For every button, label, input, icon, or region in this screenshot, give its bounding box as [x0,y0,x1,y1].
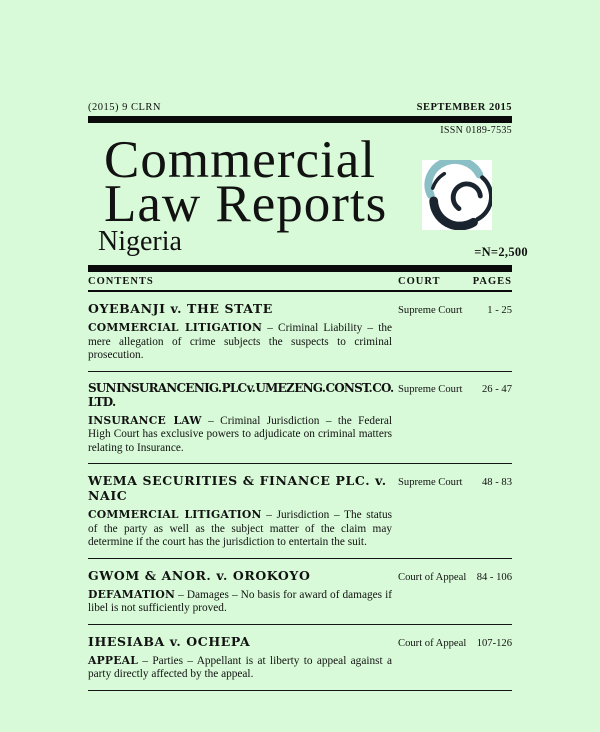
case-court: Supreme Court [398,305,463,316]
case-topic: DEFAMATION [88,587,176,601]
case-topic: COMMERCIAL LITIGATION [88,508,262,521]
case-summary-text: – Criminal Liability – the mere allegation of crime subjects the suspects to criminal prosecution. [88,322,392,361]
volume-citation: (2015) 9 CLRN [88,102,161,113]
case-summary-text: – Jurisdiction – The status of the party as well as the subject matter of the claim may determine if the court has the jurisdiction to entertain the suit. [88,509,392,548]
case-topic: INSURANCE LAW [88,413,202,427]
cover-price: =N=2,500 [474,245,528,259]
case-title: OYEBANJI v. THE STATE [88,301,273,316]
journal-title-line3: Nigeria [98,226,182,257]
case-court: Court of Appeal [398,637,467,649]
case-topic: APPEAL [88,653,139,667]
contents-entry [88,625,512,691]
journal-title-line2: Law Reports [104,175,388,233]
contents-entry [88,372,512,465]
journal-title-line1: Commercial [104,131,376,189]
case-title: IHESIABA v. OCHEPA [88,633,251,649]
case-pages: 26 - 47 [481,383,512,395]
contents-list [88,292,512,691]
top-rule [88,116,512,123]
masthead-rule [88,265,512,272]
case-summary [88,588,392,616]
case-court: Supreme Court [398,477,463,488]
contents-entry [88,559,512,625]
case-summary [88,414,392,456]
case-summary-text: – Criminal Jurisdiction – the Federal High Court has exclusive powers to adjudicate on criminal matters relating to Insurance. [88,414,393,454]
case-pages: 84 - 106 [476,571,512,583]
case-summary-text: – Damages – No basis for award of damages if libel is not sufficiently proved. [88,588,392,614]
case-court: Court of Appeal [398,571,467,583]
clrn-swirl-logo-icon [422,160,492,230]
case-summary-text: – Parties – Appellant is at liberty to appeal against a party directly affected by the appeal. [88,654,392,680]
case-summary [88,654,392,682]
top-citation-row [88,102,512,113]
issue-date: SEPTEMBER 2015 [416,102,512,113]
contents-entry [88,292,512,372]
column-header-contents: CONTENTS [88,276,154,287]
case-title: WEMA SECURITIES & FINANCE PLC. v. NAIC [88,473,387,503]
case-topic: COMMERCIAL LITIGATION [88,321,263,334]
column-header-pages: PAGES [472,276,512,287]
case-title: GWOM & ANOR. v. OROKOYO [88,567,311,583]
contents-table-header [88,272,512,292]
column-header-court: COURT [398,276,441,287]
cover-page [88,0,528,691]
contents-entry [88,464,512,559]
case-summary [88,321,392,363]
case-title: SUN INSURANCE NIG. PLC v. UMEZ ENG. CONST. CO. LTD. [88,380,394,409]
case-pages: 107-126 [476,637,512,649]
case-pages: 1 - 25 [487,305,512,316]
case-court: Supreme Court [398,383,463,395]
issn-number: ISSN 0189-7535 [440,125,512,136]
case-pages: 48 - 83 [481,477,512,488]
masthead [88,131,528,262]
case-summary [88,508,392,550]
